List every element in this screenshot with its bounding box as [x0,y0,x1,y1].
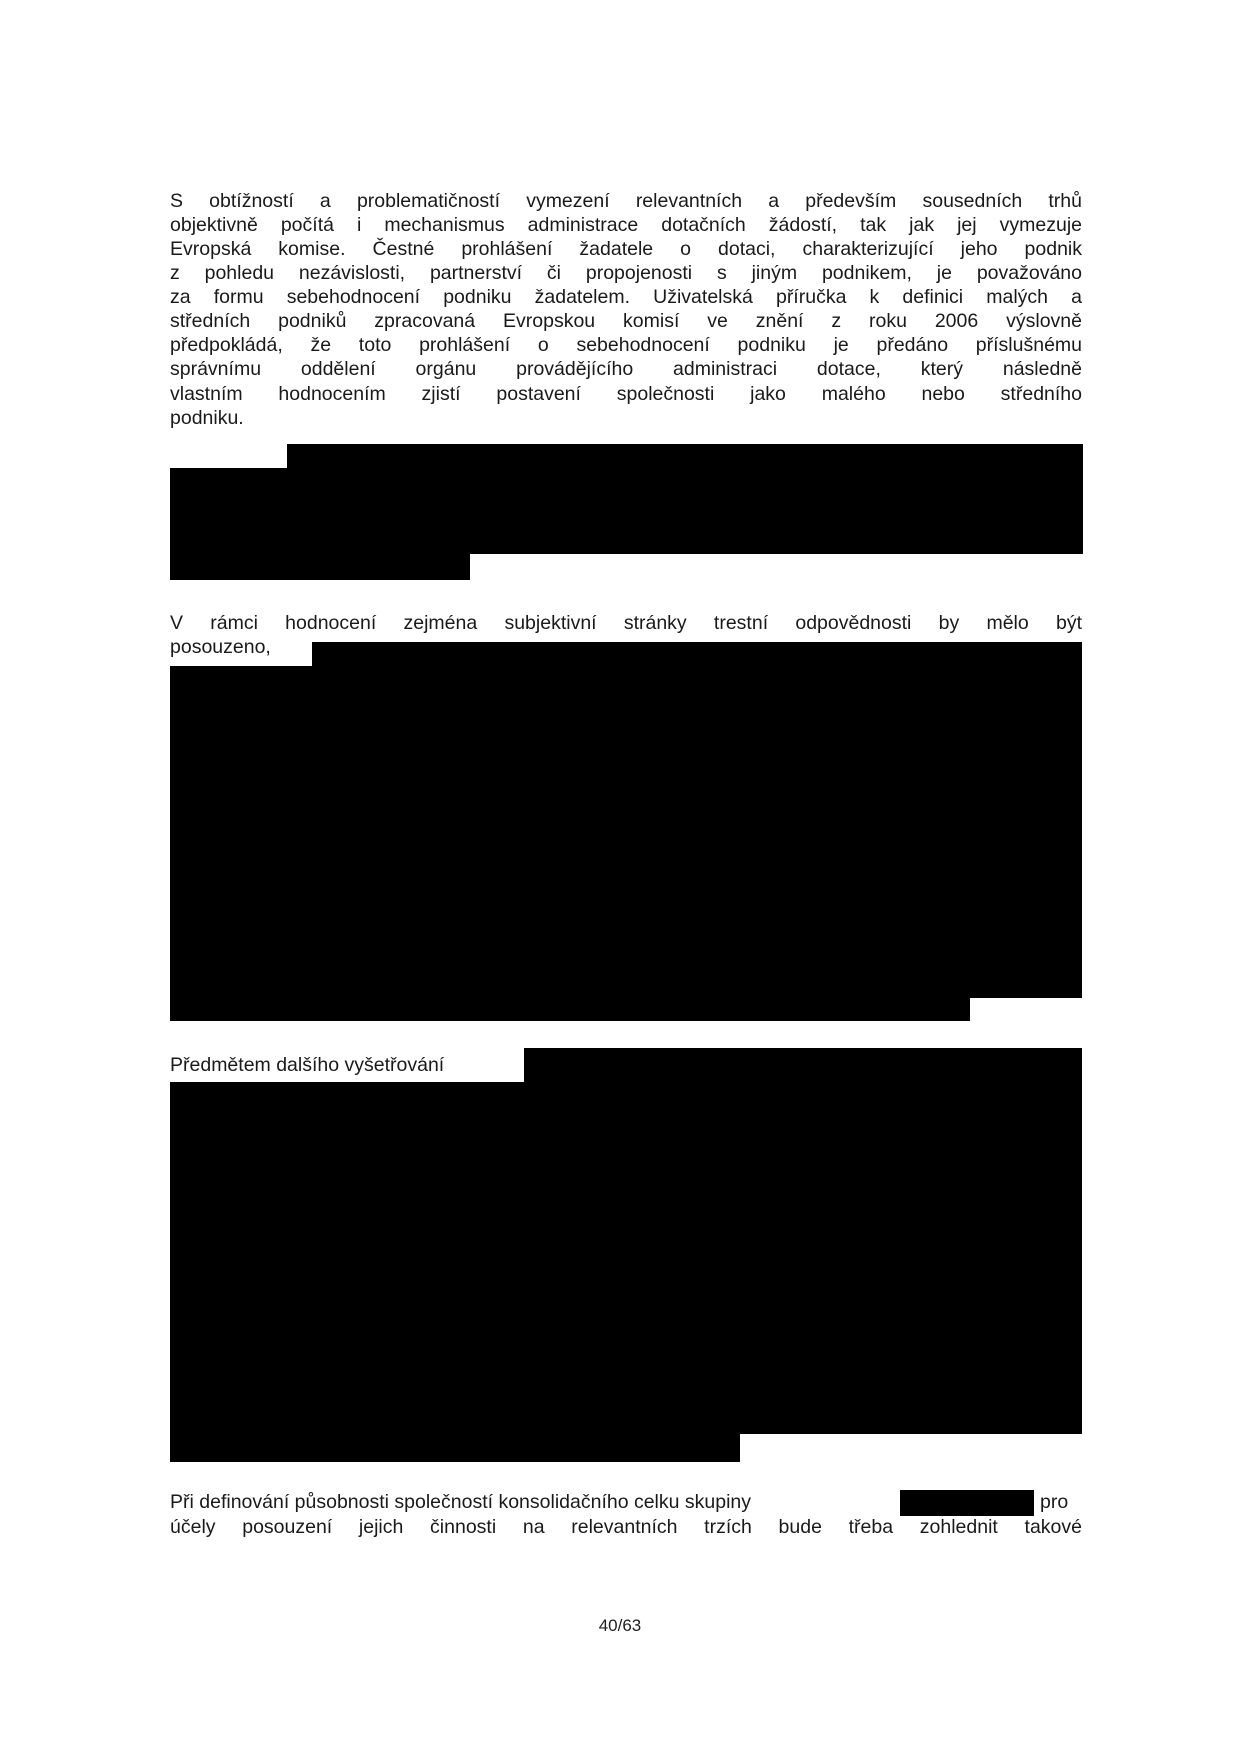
text-line: podniku. [170,407,244,429]
text-line: za formu sebehodnocení podniku žadatelem. Uživatelská příručka k definici malých a [170,286,1082,308]
text-line: správnímu oddělení orgánu provádějícího administraci dotace, který následně [170,358,1082,380]
text-line: předpokládá, že toto prohlášení o sebehodnocení podniku je předáno příslušnému [170,334,1082,356]
redaction-block [170,666,970,1021]
text-line: účely posouzení jejich činnosti na relevantních trzích bude třeba zohlednit takové [170,1516,1082,1538]
text-line: Evropská komise. Čestné prohlášení žadatele o dotaci, charakterizující jeho podnik [170,238,1082,260]
text-line: objektivně počítá i mechanismus administrace dotačních žádostí, tak jak jej vymezuje [170,214,1082,236]
redaction-block [900,1490,1034,1516]
text-line: posouzeno, [170,636,271,658]
redaction-block [170,468,470,580]
redaction-block [170,1082,740,1462]
text-line: Při definování působnosti společností konsolidačního celku skupiny [170,1491,752,1513]
text-line: pro [1040,1491,1069,1513]
text-line: Předmětem dalšího vyšetřování [170,1054,445,1076]
page-number: 40/63 [598,1616,642,1635]
text-line: V rámci hodnocení zejména subjektivní stránky trestní odpovědnosti by mělo být [170,612,1082,634]
text-line: z pohledu nezávislosti, partnerství či propojenosti s jiným podnikem, je považováno [170,262,1082,284]
text-line: vlastním hodnocením zjistí postavení společnosti jako malého nebo středního [170,383,1082,405]
text-line: středních podniků zpracovaná Evropskou komisí ve znění z roku 2006 výslovně [170,310,1082,332]
text-line: S obtížností a problematičností vymezení relevantních a především sousedních trhů [170,190,1082,212]
